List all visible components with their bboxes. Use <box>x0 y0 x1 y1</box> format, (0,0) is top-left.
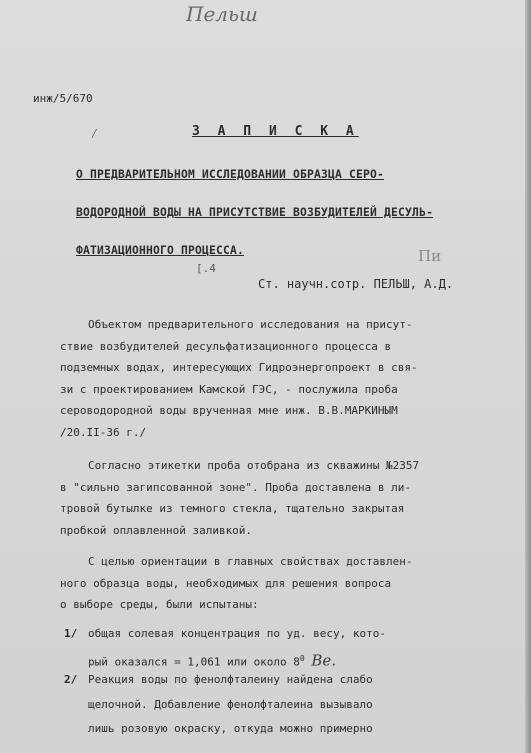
text-line: лишь розовую окраску, откуда можно примерно <box>88 722 373 735</box>
paragraph-3 <box>60 551 413 616</box>
subtitle-line: ВОДОРОДНОЙ ВОДЫ НА ПРИСУТСТВИЕ ВОЗБУДИТЕЛЕЙ ДЕСУЛЬ- <box>76 206 434 219</box>
handwritten-name: Пельш <box>186 2 258 26</box>
text-line: сероводородной воды врученная мне инж. В.В.МАРКИНЫМ <box>60 404 398 417</box>
page-edge <box>525 0 531 753</box>
text-line: Согласно этикетки проба отобрана из скважины №2357 <box>88 459 420 472</box>
text-line: о выборе среды, были испытаны: <box>60 598 259 611</box>
author-line: Ст. научн.сотр. ПЕЛЬШ, А.Д. <box>258 277 454 291</box>
text-line: /20.II-36 г./ <box>60 425 147 439</box>
text-line: щелочной. Добавление фенолфталеина вызывало <box>88 697 373 711</box>
list-item-2 <box>64 668 373 742</box>
list-number: 2/ <box>64 673 78 686</box>
text-fragment: рый оказался = 1,061 или около 8 <box>88 655 300 669</box>
text-line: Реакция воды по фенолфталеину найдена слабо <box>88 673 373 686</box>
text-line: С целью ориентации в главных свойствах доставлен- <box>88 555 413 568</box>
subtitle-line: ФАТИЗАЦИОННОГО ПРОЦЕССА. <box>76 244 245 257</box>
pencil-tick-mark: ⁄ <box>90 126 99 142</box>
text-line: тровой бутылке из темного стекла, тщательно закрытая <box>60 502 405 515</box>
text-line: в "сильно загипсованной зоне". Проба доставлена в ли- <box>60 480 411 494</box>
text-line: Объектом предварительного исследования на присут- <box>88 318 413 331</box>
paragraph-1 <box>60 314 418 443</box>
small-mark: [.4 <box>196 262 216 275</box>
superscript: 0 <box>299 653 305 663</box>
document-title: З А П И С К А <box>192 124 359 139</box>
handwritten-mark-right: Пи <box>418 247 442 265</box>
text-line: ствие возбудителей десульфатизационного процесса в <box>60 339 392 353</box>
paragraph-2 <box>60 455 419 541</box>
subtitle-line: О ПРЕДВАРИТЕЛЬНОМ ИССЛЕДОВАНИИ ОБРАЗЦА СЕРО- <box>76 168 385 181</box>
list-number: 1/ <box>64 627 78 640</box>
text-line: ного образца воды, необходимых для решения вопроса <box>60 576 392 590</box>
text-line: зи с проектированием Камской ГЭС, - послужила проба <box>60 382 398 396</box>
text-line: пробкой оплавленной заливкой. <box>60 523 253 537</box>
text-line: подземных водах, интересующих Гидроэнергопроект в свя- <box>60 361 418 374</box>
reference-number: инж/5/670 <box>33 92 93 105</box>
text-line: общая солевая концентрация по уд. весу, кото- <box>88 627 387 640</box>
handwritten-unit: Bе. <box>311 651 337 670</box>
list-item-1 <box>64 622 387 675</box>
